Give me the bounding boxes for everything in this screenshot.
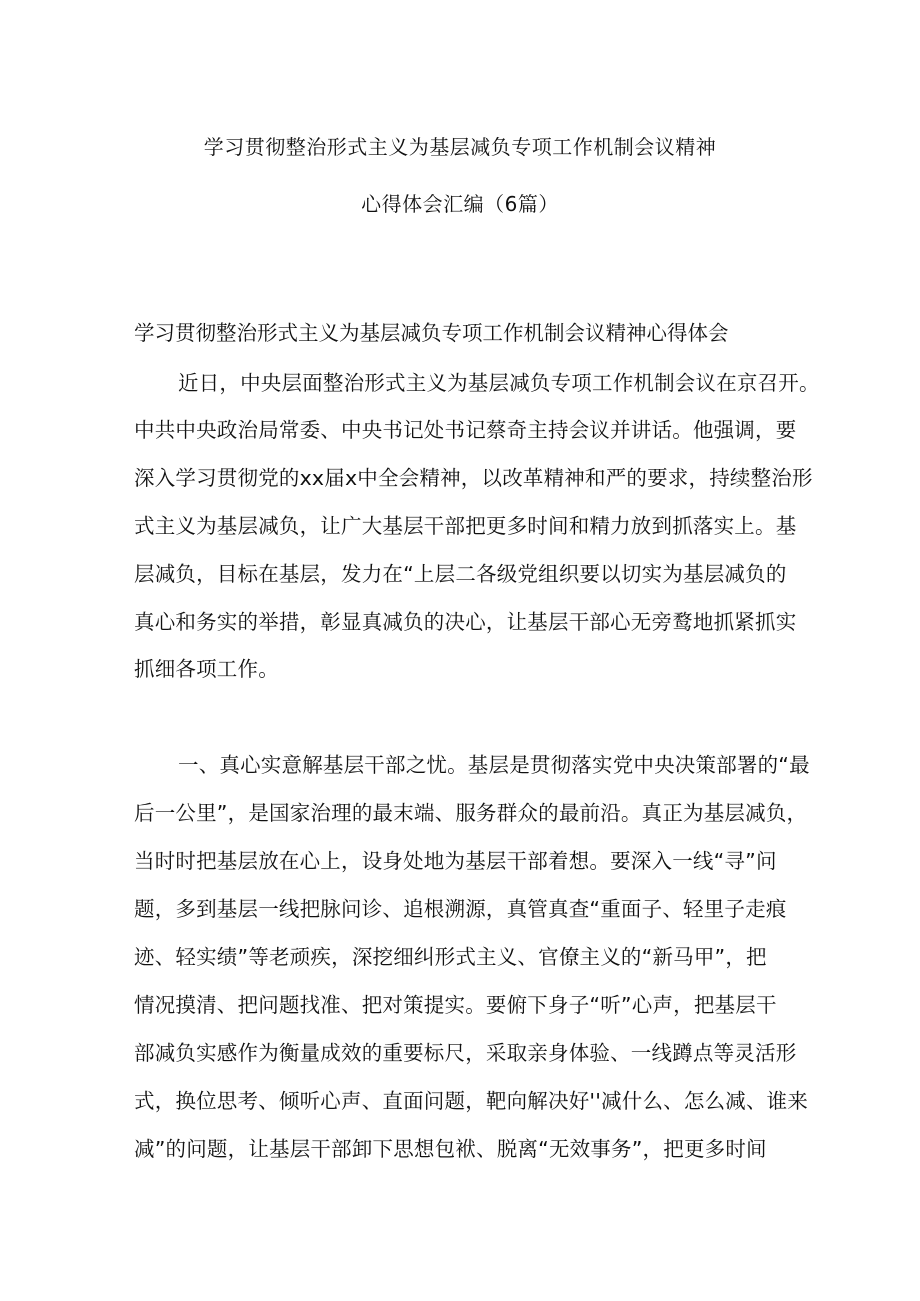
paragraph-2-line: 后一公里”，是国家治理的最末端、服务群众的最前沿。真正为基层减负，	[134, 801, 808, 825]
paragraph-2-line: 迹、轻实绩”等老顽疾，深挖细纠形式主义、官僚主义的“新马甲”，把	[134, 945, 767, 969]
document-title-line-1: 学习贯彻整治形式主义为基层减负专项工作机制会议精神	[203, 135, 717, 159]
document-title-line-2: 心得体会汇编（6篇）	[361, 192, 559, 216]
paragraph-1-line: 中共中央政治局常委、中央书记处书记蔡奇主持会议并讲话。他强调，要	[134, 418, 797, 442]
section-heading: 学习贯彻整治形式主义为基层减负专项工作机制会议精神心得体会	[134, 321, 729, 345]
paragraph-2-line: 一、真心实意解基层干部之忧。基层是贯彻落实党中央决策部署的“最	[178, 753, 810, 777]
paragraph-2-line: 情况摸清、把问题找准、把对策提实。要俯下身子“听”心声，把基层干	[134, 993, 777, 1017]
paragraph-1-line: 真心和务实的举措，彰显真减负的决心，让基层干部心无旁鹜地抓紧抓实	[134, 610, 797, 634]
paragraph-2-line: 题，多到基层一线把脉问诊、追根溯源，真管真查“重面子、轻里子走痕	[134, 897, 787, 921]
paragraph-1-line: 深入学习贯彻党的xx届x中全会精神，以改革精神和严的要求，持续整治形	[134, 466, 813, 490]
paragraph-1-line: 式主义为基层减负，让广大基层干部把更多时间和精力放到抓落实上。基	[134, 514, 797, 538]
paragraph-2-line: 减”的问题，让基层干部卸下思想包袱、脱离“无效事务”，把更多时间	[134, 1137, 767, 1161]
paragraph-1-line: 近日，中央层面整治形式主义为基层减负专项工作机制会议在京召开。	[178, 371, 820, 395]
paragraph-1-line: 抓细各项工作。	[134, 657, 279, 681]
paragraph-2-line: 部减负实感作为衡量成效的重要标尺，采取亲身体验、一线蹲点等灵活形	[134, 1041, 797, 1065]
paragraph-2-line: 式，换位思考、倾听心声、直面问题，靶向解决好''减什么、怎么减、谁来	[134, 1089, 809, 1113]
paragraph-1-line: 层减负，目标在基层，发力在“上层二各级党组织要以切实为基层减负的	[134, 562, 787, 586]
paragraph-2-line: 当时时把基层放在心上，设身处地为基层干部着想。要深入一线“寻”问	[134, 849, 777, 873]
